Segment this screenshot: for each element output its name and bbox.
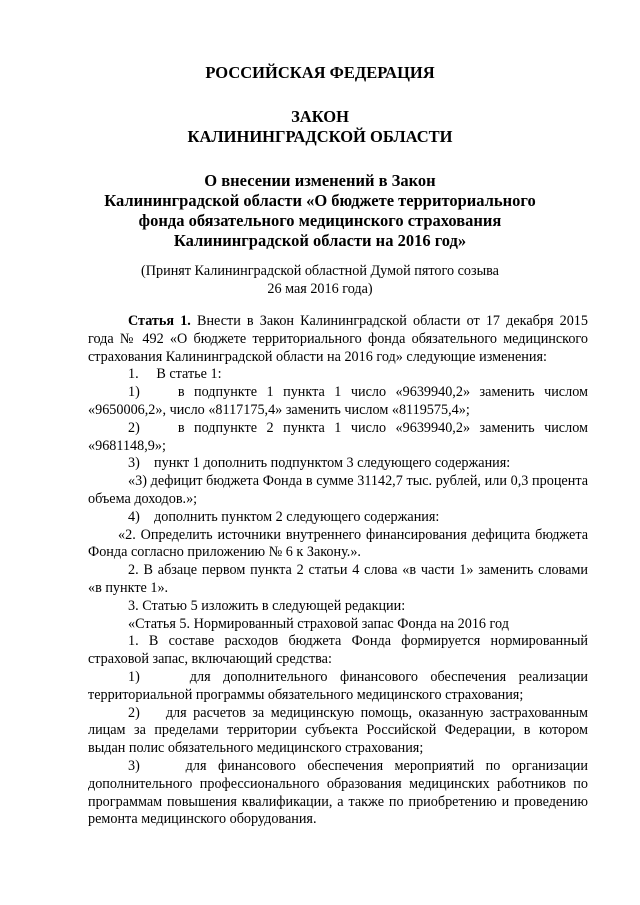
article-5-subitem-1: 1) для дополнительного финансового обеспечения реализации территориальной программы обязательного медицинского страхования;: [88, 668, 588, 703]
country-heading: РОССИЙСКАЯ ФЕДЕРАЦИЯ: [205, 63, 435, 82]
title-line-3: фонда обязательного медицинского страхования: [138, 211, 502, 230]
subitem-3: 3) пункт 1 дополнить подпунктом 3 следующего содержания:: [128, 455, 511, 472]
article-5-item-1: 1. В составе расходов бюджета Фонда формируется нормированный страховой запас, включающий средства:: [88, 633, 588, 668]
title-line-1: О внесении изменений в Закон: [204, 171, 436, 190]
region-heading: КАЛИНИНГРАДСКОЙ ОБЛАСТИ: [187, 127, 453, 146]
subitem-3-text: «3) дефицит бюджета Фонда в сумме 31142,7 тыс. рублей, или 0,3 процента объема доходов.»;: [88, 473, 588, 507]
item-3: 3. Статью 5 изложить в следующей редакции:: [128, 597, 406, 614]
adoption-line-2: 26 мая 2016 года): [267, 281, 373, 297]
law-heading: ЗАКОН: [291, 107, 349, 126]
subitem-1: 1) в подпункте 1 пункта 1 число «9639940,2» заменить числом «9650006,2», число «8117175,4» заменить числом «8119575,4»;: [88, 384, 588, 418]
title-line-2: Калининградской области «О бюджете территориального: [104, 191, 536, 210]
article-body: [88, 313, 588, 829]
article-5-heading: «Статья 5. Нормированный страховой запас Фонда на 2016 год: [128, 615, 509, 632]
article-5-subitem-3: 3) для финансового обеспечения мероприятий по организации дополнительного профессионального образования медицинских работников по программам повышения квалификации, а также по приобретению и проведению ремонта медицинского оборудования.: [88, 757, 588, 828]
article-5-subitem-2: 2) для расчетов за медицинскую помощь, оказанную застрахованным лицам за пределами территории субъекта Российской Федерации, в котором выдан полис обязательного медицинского страхования;: [88, 704, 588, 757]
adoption-line-1: (Принят Калининградской областной Думой пятого созыва: [141, 263, 499, 279]
item-2: 2. В абзаце первом пункта 2 статьи 4 слова «в части 1» заменить словами «в пункте 1».: [88, 562, 588, 596]
article-intro: [88, 313, 588, 366]
item-1: 1. В статье 1:: [128, 366, 222, 383]
subitem-2: 2) в подпункте 2 пункта 1 число «9639940,2» заменить числом «9681148,9»;: [88, 419, 588, 454]
article-intro-text: Внести в Закон Калининградской области от 17 декабря 2015 года № 492 «О бюджете территориального фонда обязательного медицинского страхования Калининградской области на 2016 год» следующие изменения:: [88, 313, 588, 365]
title-line-4: Калининградской области на 2016 год»: [173, 231, 467, 250]
article-heading: Статья 1.: [128, 313, 191, 329]
subitem-4-text: «2. Определить источники внутреннего финансирования дефицита бюджета Фонда согласно приложению № 6 к Закону.».: [88, 526, 588, 561]
subitem-4: 4) дополнить пунктом 2 следующего содержания:: [128, 508, 440, 525]
